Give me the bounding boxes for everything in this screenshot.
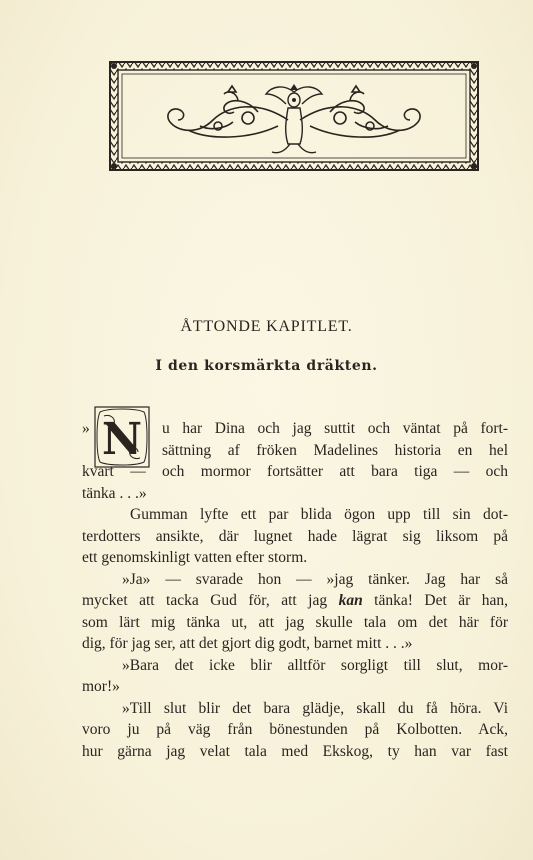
text-line: ett genomskinligt vatten efter storm. <box>82 549 308 566</box>
text-line: som lärt mig tänka ut, att jag skulle tala om det här för <box>82 613 508 631</box>
text-line <box>82 590 508 612</box>
text-line: voro ju på väg från bönestunden på Kolbotten. Ack, <box>82 721 508 738</box>
emphasized-word: kan <box>338 592 363 609</box>
ornamental-dropcap-n-icon <box>94 406 150 468</box>
text-line: Gumman lyfte ett par blida ögon upp till sin dot- <box>130 506 508 523</box>
body-text <box>82 414 508 762</box>
chapter-title: ÅTTONDE KAPITLET. <box>180 318 353 335</box>
text-line: u har Dina och jag suttit och väntat på fort- <box>162 420 508 437</box>
dropcap-lines <box>162 418 508 461</box>
text-line: »Ja» — svarade hon — »jag tänker. Jag har så <box>122 570 508 588</box>
text-segment: mycket att tacka Gud för, att jag <box>82 592 339 609</box>
headpiece-ornament-icon <box>108 60 480 172</box>
text-line: dig, för jag ser, att det gjort dig godt, barnet mitt . . .» <box>82 635 413 652</box>
dropcap-letter: N <box>101 414 143 465</box>
text-line: tänka . . .» <box>82 484 147 502</box>
text-line: hur gärna jag velat tala med Ekskog, ty han var fast <box>82 742 508 760</box>
text-segment: tänka! Det är han, <box>362 592 508 609</box>
chapter-subtitle: I den korsmärkta dräkten. <box>155 358 378 374</box>
opening-quote: » <box>82 420 90 437</box>
text-line: kvart — och mormor fortsätter att bara tiga — och <box>82 463 508 480</box>
text-line: sättning af fröken Madelines historia en hel <box>162 441 508 459</box>
text-line: »Bara det icke blir alltför sorgligt till slut, mor- <box>122 656 508 674</box>
dropcap-paragraph-start <box>82 414 508 465</box>
text-line: »Till slut blir det bara glädje, skall du få höra. Vi <box>122 699 508 717</box>
text-line: terdotters ansikte, där lugnet hade lägrat sig liksom på <box>82 527 508 545</box>
text-line: mor!» <box>82 678 120 695</box>
